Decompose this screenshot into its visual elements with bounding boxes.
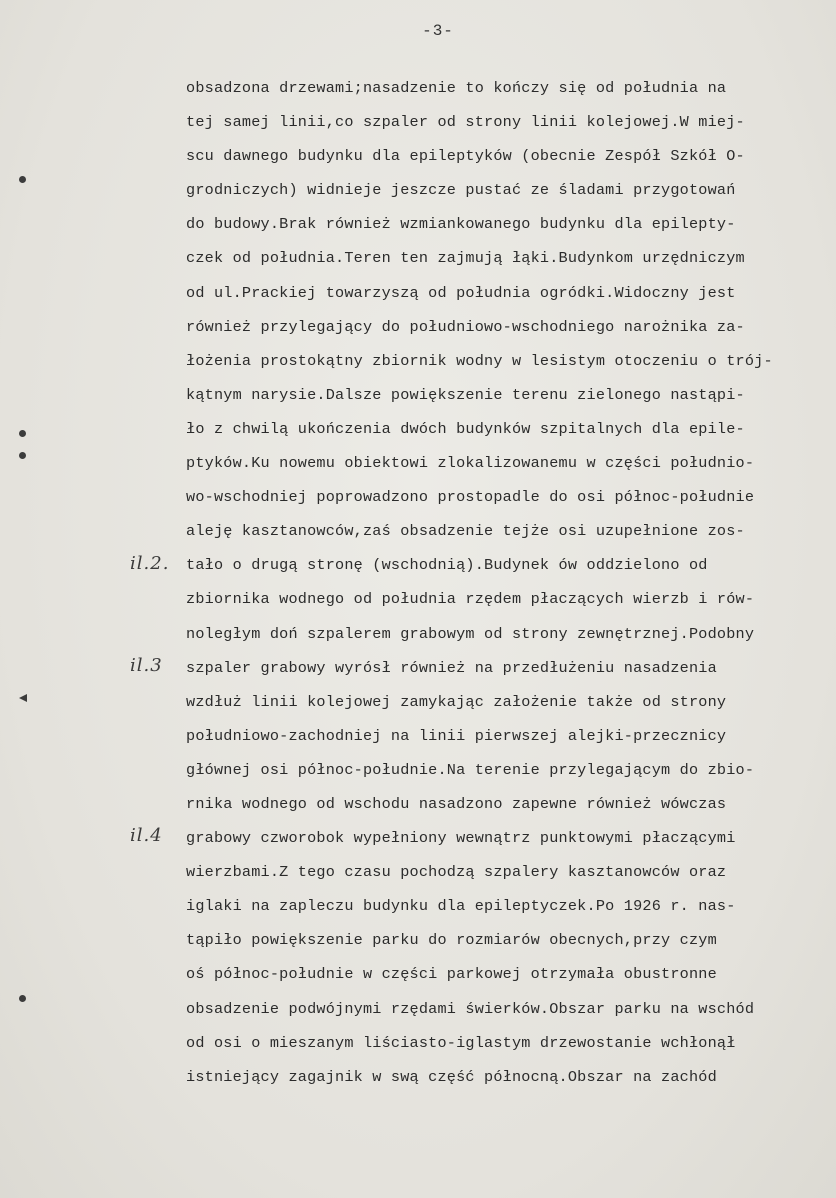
text-line: scu dawnego budynku dla epileptyków (obecnie Zespół Szkół O- bbox=[186, 147, 745, 166]
text-line: czek od południa.Teren ten zajmują łąki.Budynkom urzędniczym bbox=[186, 249, 745, 268]
text-line: do budowy.Brak również wzmiankowanego budynku dla epilepty- bbox=[186, 215, 736, 234]
text-line: tało o drugą stronę (wschodnią).Budynek ów oddzielono od bbox=[186, 556, 708, 575]
text-line: wzdłuż linii kolejowej zamykając założenie także od strony bbox=[186, 692, 727, 711]
text-line: obsadzenie podwójnymi rzędami świerków.Obszar parku na wschód bbox=[186, 999, 755, 1018]
page-number: -3- bbox=[422, 22, 454, 40]
text-line: łożenia prostokątny zbiornik wodny w lesistym otoczeniu o trój- bbox=[186, 351, 773, 370]
text-line: ptyków.Ku nowemu obiektowi zlokalizowanemu w części południo- bbox=[186, 454, 755, 473]
text-line: szpaler grabowy wyrósł również na przedłużeniu nasadzenia bbox=[186, 658, 717, 677]
text-line: południowo-zachodniej na linii pierwszej alejki-przecznicy bbox=[186, 726, 727, 745]
body-text bbox=[186, 76, 806, 1099]
punch-hole-mark bbox=[19, 694, 27, 702]
punch-hole-mark bbox=[19, 995, 26, 1002]
text-line: tąpiło powiększenie parku do rozmiarów obecnych,przy czym bbox=[186, 931, 717, 950]
margin-note-il2: il.2. bbox=[130, 553, 170, 574]
punch-hole-mark bbox=[19, 176, 26, 183]
text-line: głównej osi północ-południe.Na terenie przylegającym do zbio- bbox=[186, 760, 755, 779]
text-line: oś północ-południe w części parkowej otrzymała obustronne bbox=[186, 965, 717, 984]
text-line: grabowy czworobok wypełniony wewnątrz punktowymi płaczącymi bbox=[186, 829, 736, 848]
text-line: od osi o mieszanym liściasto-iglastym drzewostanie wchłonął bbox=[186, 1033, 736, 1052]
text-line: zbiornika wodnego od południa rzędem płaczących wierzb i rów- bbox=[186, 590, 755, 609]
margin-note-il4: il.4 bbox=[130, 825, 163, 846]
text-line: grodniczych) widnieje jeszcze pustać ze śladami przygotowań bbox=[186, 181, 736, 200]
text-line: ło z chwilą ukończenia dwóch budynków szpitalnych dla epile- bbox=[186, 419, 745, 438]
text-line: kątnym narysie.Dalsze powiększenie terenu zielonego nastąpi- bbox=[186, 385, 745, 404]
text-line: noległym doń szpalerem grabowym od strony zewnętrznej.Podobny bbox=[186, 624, 755, 643]
text-line: istniejący zagajnik w swą część północną.Obszar na zachód bbox=[186, 1067, 717, 1086]
text-line: od ul.Prackiej towarzyszą od południa ogródki.Widoczny jest bbox=[186, 283, 736, 302]
text-line: tej samej linii,co szpaler od strony linii kolejowej.W miej- bbox=[186, 113, 745, 132]
text-line: wo-wschodniej poprowadzono prostopadle do osi północ-południe bbox=[186, 488, 755, 507]
text-line: rnika wodnego od wschodu nasadzono zapewne również wówczas bbox=[186, 794, 727, 813]
text-line: iglaki na zapleczu budynku dla epileptyczek.Po 1926 r. nas- bbox=[186, 897, 736, 916]
text-line: obsadzona drzewami;nasadzenie to kończy się od południa na bbox=[186, 79, 727, 97]
text-line: aleję kasztanowców,zaś obsadzenie tejże osi uzupełnione zos- bbox=[186, 522, 745, 541]
punch-hole-mark bbox=[19, 430, 26, 437]
margin-note-il3: il.3 bbox=[130, 655, 163, 676]
punch-hole-mark bbox=[19, 452, 26, 459]
text-line: również przylegający do południowo-wschodniego narożnika za- bbox=[186, 317, 745, 336]
text-line: wierzbami.Z tego czasu pochodzą szpalery kasztanowców oraz bbox=[186, 863, 727, 882]
